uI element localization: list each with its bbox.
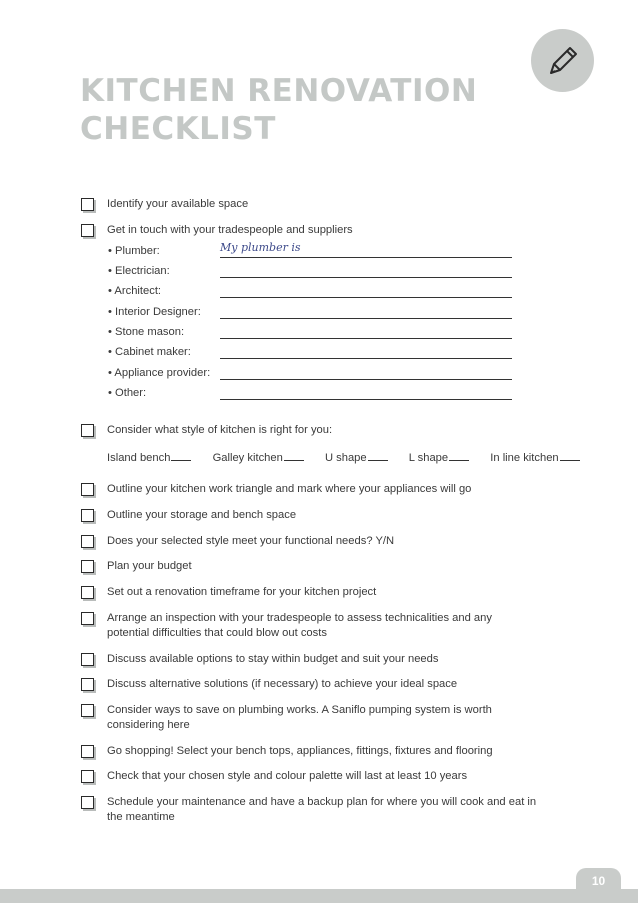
checklist-item-text: Outline your storage and bench space <box>107 509 297 521</box>
title-line-1: KITCHEN RENOVATION <box>80 73 478 109</box>
contact-label: • Stone mason: <box>108 326 185 338</box>
fill-in-line[interactable] <box>220 257 512 258</box>
style-option[interactable]: U shape <box>325 452 388 464</box>
checklist-item-text: Consider what style of kitchen is right for you: <box>107 424 333 436</box>
fill-in-line[interactable] <box>220 297 512 298</box>
checkbox[interactable] <box>81 509 94 522</box>
contact-row-interior-designer <box>108 306 518 322</box>
contact-label: • Appliance provider: <box>108 367 211 379</box>
checklist-item-text: Get in touch with your tradespeople and suppliers <box>107 224 353 236</box>
contact-row-electrician <box>108 265 518 281</box>
style-option[interactable]: In line kitchen <box>490 452 579 464</box>
checkbox[interactable] <box>81 745 94 758</box>
fill-in-line[interactable] <box>220 318 512 319</box>
fill-in-line[interactable] <box>220 338 512 339</box>
checklist-item-text: Consider ways to save on plumbing works. A Saniflo pumping system is worth considering here <box>107 704 492 731</box>
contact-row-architect <box>108 285 518 301</box>
pencil-icon <box>543 41 583 81</box>
checklist-item-text: Check that your chosen style and colour palette will last at least 10 years <box>107 770 468 782</box>
checkbox[interactable] <box>81 560 94 573</box>
style-option[interactable]: Island bench <box>107 452 191 464</box>
footer-bar <box>0 889 638 903</box>
checklist-item-text: Identify your available space <box>107 198 249 210</box>
handwritten-entry: My plumber is <box>220 241 301 254</box>
checklist-item-text: Discuss alternative solutions (if necessary) to achieve your ideal space <box>107 678 458 690</box>
checkbox[interactable] <box>81 770 94 783</box>
page-number: 10 <box>576 868 621 898</box>
contact-label: • Interior Designer: <box>108 306 201 318</box>
checklist-item-text: Does your selected style meet your functional needs? Y/N <box>107 535 395 547</box>
checklist-item-text: Arrange an inspection with your tradespeople to assess technicalities and any potential difficulties that could blow out costs <box>107 612 492 639</box>
checkbox[interactable] <box>81 198 94 211</box>
contact-row-plumber <box>108 241 518 261</box>
style-option[interactable]: L shape <box>409 452 469 464</box>
title-line-2: CHECKLIST <box>80 111 276 147</box>
checklist-item-text: Schedule your maintenance and have a backup plan for where you will cook and eat in the meantime <box>107 796 537 823</box>
checkbox[interactable] <box>81 424 94 437</box>
checkbox[interactable] <box>81 535 94 548</box>
checkbox[interactable] <box>81 704 94 717</box>
checklist-item-text: Plan your budget <box>107 560 192 572</box>
fill-in-line[interactable] <box>220 399 512 400</box>
checkbox[interactable] <box>81 678 94 691</box>
checkbox[interactable] <box>81 796 94 809</box>
contact-row-other <box>108 387 518 403</box>
contact-label: • Cabinet maker: <box>108 346 191 358</box>
contact-row-cabinet-maker <box>108 346 518 362</box>
page-title <box>80 72 477 148</box>
checkbox[interactable] <box>81 586 94 599</box>
fill-in-line[interactable] <box>220 358 512 359</box>
contact-label: • Plumber: <box>108 245 160 257</box>
fill-in-line[interactable] <box>220 277 512 278</box>
checkbox[interactable] <box>81 483 94 496</box>
contact-label: • Architect: <box>108 285 162 297</box>
checklist-item-text: Set out a renovation timeframe for your kitchen project <box>107 586 377 598</box>
style-option[interactable]: Galley kitchen <box>213 452 304 464</box>
checkbox[interactable] <box>81 224 94 237</box>
checklist-item-text: Outline your kitchen work triangle and mark where your appliances will go <box>107 483 472 495</box>
contact-label: • Electrician: <box>108 265 170 277</box>
checklist-item-text: Discuss available options to stay within budget and suit your needs <box>107 653 439 665</box>
contact-row-stone-mason <box>108 326 518 342</box>
contact-label: • Other: <box>108 387 147 399</box>
kitchen-style-options <box>107 452 580 464</box>
pencil-badge <box>531 29 594 92</box>
checklist-item-text: Go shopping! Select your bench tops, appliances, fittings, fixtures and flooring <box>107 745 493 757</box>
checkbox[interactable] <box>81 653 94 666</box>
contact-row-appliance-provider <box>108 367 518 383</box>
checkbox[interactable] <box>81 612 94 625</box>
fill-in-line[interactable] <box>220 379 512 380</box>
